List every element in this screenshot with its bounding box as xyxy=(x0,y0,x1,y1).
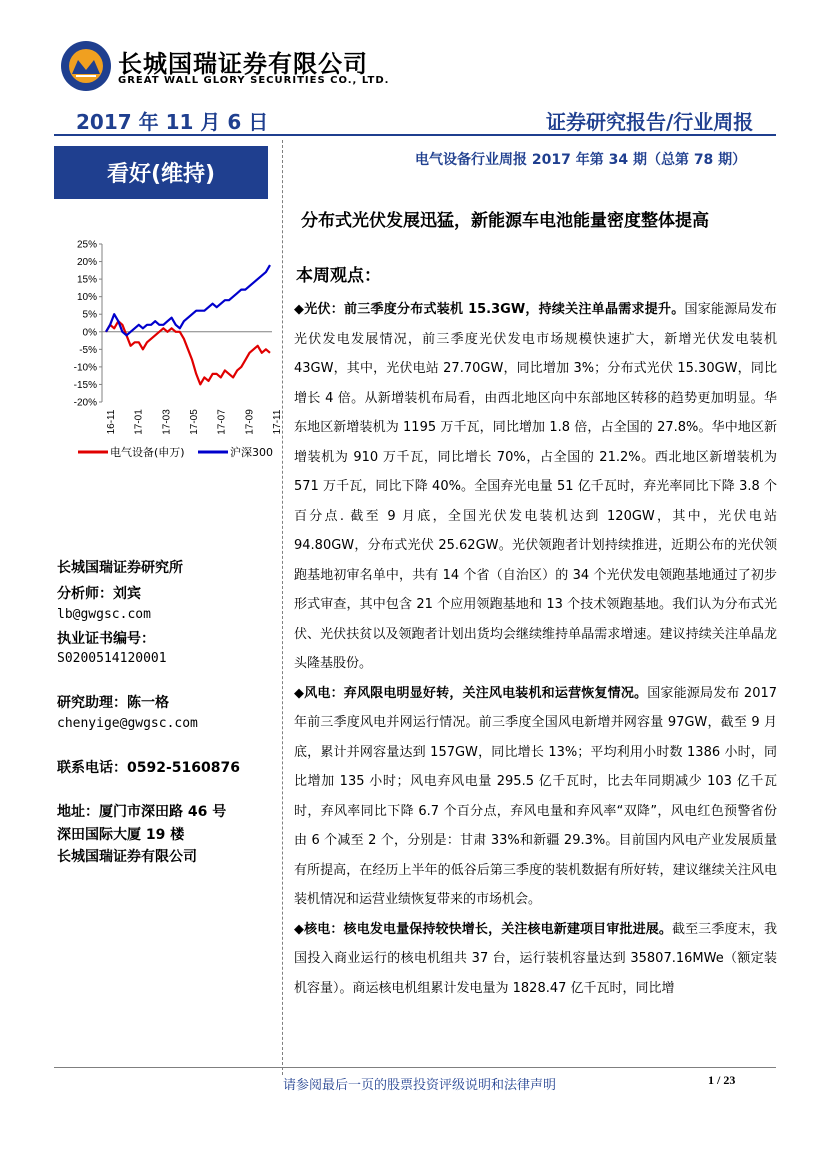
y-tick-label: -15% xyxy=(73,379,97,391)
company-name-en: GREAT WALL GLORY SECURITIES CO., LTD. xyxy=(118,75,390,86)
y-tick-label: 20% xyxy=(76,257,97,269)
column-divider xyxy=(282,140,283,1075)
x-tick-label: 16-11 xyxy=(106,409,117,435)
company-name-cn: 长城国瑞证券有限公司 xyxy=(118,50,368,78)
paragraph-lead: ◆光伏：前三季度分布式装机 15.3GW，持续关注单晶需求提升。 xyxy=(294,302,685,317)
legend-label: 沪深300 xyxy=(230,446,273,459)
assistant-email[interactable]: chenyige@gwgsc.com xyxy=(57,716,198,731)
address-line: 地址：厦门市深田路 46 号 xyxy=(57,804,227,820)
y-tick-label: 0% xyxy=(82,327,97,339)
cert-number: S0200514120001 xyxy=(57,651,167,666)
rating-badge: 看好(维持) xyxy=(54,146,268,199)
y-tick-label: -20% xyxy=(73,397,97,409)
disclaimer-note: 请参阅最后一页的股票投资评级说明和法律声明 xyxy=(283,1078,557,1093)
y-tick-label: 10% xyxy=(76,292,97,304)
y-tick-label: -5% xyxy=(79,344,97,356)
issue-line: 电气设备行业周报 2017 年第 34 期（总第 78 期） xyxy=(415,152,747,168)
report-headline: 分布式光伏发展迅猛，新能源车电池能量密度整体提高 xyxy=(301,211,709,231)
cert-label: 执业证书编号： xyxy=(57,631,155,647)
section-title: 本周观点： xyxy=(296,266,381,286)
header-divider xyxy=(54,134,776,136)
page-number: 1 / 23 xyxy=(708,1073,736,1087)
y-tick-label: 15% xyxy=(76,274,97,286)
report-date: 2017 年 11 月 6 日 xyxy=(76,110,269,134)
paragraph-text: 国家能源局发布光伏发电发展情况，前三季度光伏发电市场规模快速扩大，新增光伏发电装机 43GW，其中，光伏电站 27.70GW，同比增加 3%；分布式光伏 15.30GW，同比增长 4 倍。从新增装机布局看，由西北地区向中东部地区转移的趋势更加明显。华东地区新增装机为 1195 万千瓦，同比增加 1.8 倍，占全国的 27.8%。华中地区新增装机为 910 万千瓦，同比增长 70%，占全国的 21.2%。西北地区新增装机为 571 万千瓦，同比下降 40%。全国弃光电量 51 亿千瓦时，弃光率同比下降 3.8 个百分点. 截至 9 月底，全国光伏发电装机达到 120GW，其中，光伏电站 94.80GW，分布式光伏 25.62GW。光伏领跑者计划持续推进，近期公布的光伏领跑基地初审名单中，共有 14 个省（自治区）的 34 个光伏发电领跑基地通过了初步形式审查，其中包含 21 个应用领跑基地和 13 个技术领跑基地。我们认为分布式光伏、光伏扶贫以及领跑者计划出货均会继续维持单晶需求增速。建议持续关注单晶龙头隆基股份。 xyxy=(294,302,777,671)
x-tick-label: 17-11 xyxy=(272,409,283,435)
y-tick-label: 25% xyxy=(76,239,97,251)
x-tick-label: 17-07 xyxy=(216,409,228,435)
y-tick-label: -10% xyxy=(73,362,97,374)
assistant-name: 研究助理：陈一格 xyxy=(57,695,169,711)
analyst-email[interactable]: lb@gwgsc.com xyxy=(57,607,151,622)
paragraph-nuclear xyxy=(294,915,777,1004)
paragraph-solar xyxy=(294,295,777,679)
x-tick-label: 17-09 xyxy=(244,409,256,435)
x-tick-label: 17-01 xyxy=(133,409,145,435)
x-tick-label: 17-05 xyxy=(189,409,200,435)
analyst-name: 分析师：刘宾 xyxy=(57,586,141,602)
paragraph-wind xyxy=(294,679,777,915)
paragraph-text: 国家能源局发布 2017 年前三季度风电并网运行情况。前三季度全国风电新增并网容量 97GW，截至 9 月底，累计并网容量达到 157GW，同比增长 13%；平均利用小时数 1386 小时，同比增加 135 小时；风电弃风电量 295.5 亿千瓦时，比去年同期减少 103 亿千瓦时，弃风率同比下降 6.7 个百分点，弃风电量和弃风率“双降”，风电红色预警省份由 6 个减至 2 个，分别是：甘肃 33%和新疆 29.3%。目前国内风电产业发展质量有所提高，在经历上半年的低谷后第三季度的装机数据有所好转，建议继续关注风电装机情况和运营业绩恢复带来的市场机会。 xyxy=(294,685,778,907)
x-tick-label: 17-03 xyxy=(161,409,173,435)
report-type: 证券研究报告/行业周报 xyxy=(546,110,754,134)
legend-label: 电气设备(申万) xyxy=(110,446,185,459)
institute-name: 长城国瑞证券研究所 xyxy=(57,560,183,576)
series-line xyxy=(106,265,270,335)
footer-divider xyxy=(54,1067,776,1068)
y-tick-label: 5% xyxy=(82,309,97,321)
paragraph-lead: ◆核电：核电发电量保持较快增长，关注核电新建项目审批进展。 xyxy=(294,921,673,937)
contact-phone: 联系电话：0592-5160876 xyxy=(57,760,240,776)
address-line: 深田国际大厦 19 楼 xyxy=(57,827,185,843)
paragraph-lead: ◆风电：弃风限电明显好转，关注风电装机和运营恢复情况。 xyxy=(294,685,648,701)
report-body xyxy=(294,295,777,1003)
paragraph-text: 截至三季度末，我国投入商业运行的核电机组共 37 台，运行装机容量达到 35807.16MWe（额定装机容量）。商运核电机组累计发电量为 1828.47 亿千瓦时，同比增 xyxy=(294,921,777,996)
company-logo xyxy=(60,40,112,92)
performance-chart xyxy=(56,236,283,466)
address-line: 长城国瑞证券有限公司 xyxy=(57,849,197,865)
